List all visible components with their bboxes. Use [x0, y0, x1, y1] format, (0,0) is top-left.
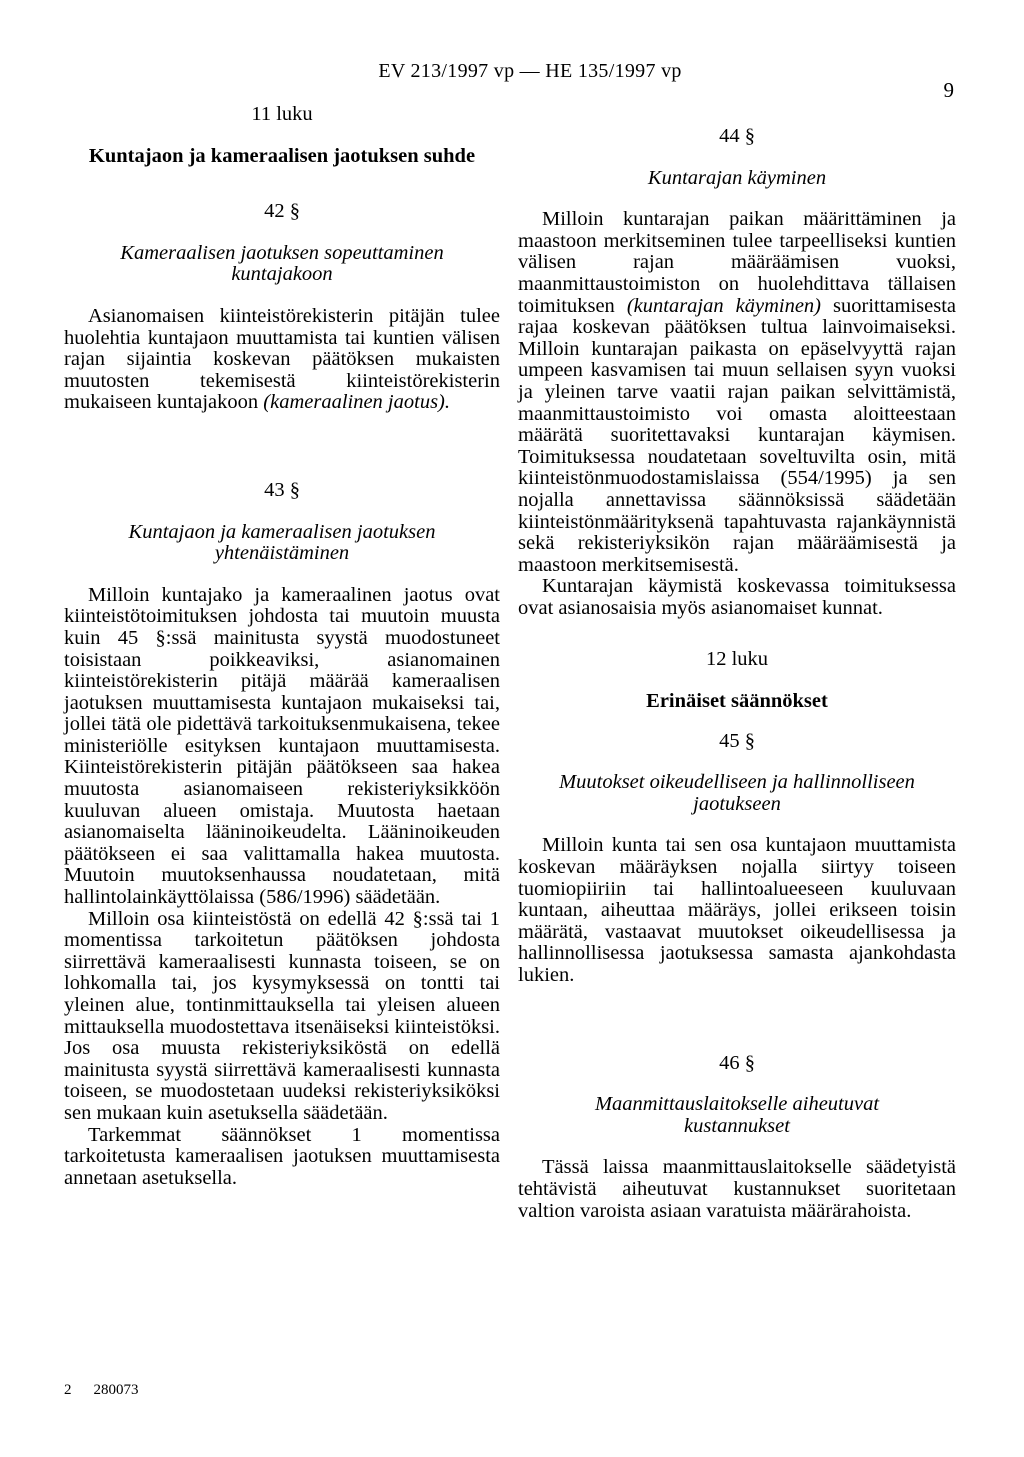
section-number-43: 43 § — [264, 478, 300, 501]
section-number-45: 45 § — [719, 729, 755, 752]
section-43-paragraph-2: Milloin osa kiinteistöstä on edellä 42 §:ssä tai 1 momentissa tarkoitetun päätöksen johdosta siirrettävä kameraalisesti kunnasta toiseen, se on lohkomalla tai, jos kysymyksessä on tontti tai yleinen alue, tontinmittauksella tai yleisen alueen mittauksella muodostettava itsenäiseksi kiinteistöksi. Jos osa muusta rekisteriyksiköstä on edellä mainitusta syystä siirrettävä kameraalisesti kunnasta toiseen, se muodostetaan uudeksi rekisteriyksiköksi sen mukaan kuin asetuksella säädetään. — [64, 907, 500, 1124]
section-title-46: Maanmittauslaitokselle aiheutuvat kustannukset — [594, 1093, 880, 1137]
section-number-44: 44 § — [719, 125, 755, 147]
document-reference: EV 213/1997 vp — HE 135/1997 vp — [378, 60, 682, 82]
section-number-42: 42 § — [264, 200, 300, 223]
chapter-number-12: 12 luku — [705, 648, 769, 671]
section-45-paragraph: Milloin kunta tai sen osa kuntajaon muuttamista koskevan määräyksen nojalla siirtyy toiseen tuomiopiiriin tai hallintoalueeseen kuuluvaan kuntaan, aiheuttaa määräys, jollei erikseen toisin määrätä, vastaavat muutokset oikeudellisessa ja hallinnollisessa jaotuksessa samasta ajankohdasta lukien. — [518, 834, 956, 986]
section-title-45: Muutokset oikeudelliseen ja hallinnolliseen jaotukseen — [559, 771, 915, 815]
section-46-paragraph: Tässä laissa maanmittauslaitokselle säädetyistä tehtävistä aiheutuvat kustannukset suoritetaan valtion varoista asiaan varatuista määrärahoista. — [518, 1156, 956, 1222]
section-44-paragraph-2: Kuntarajan käymistä koskevassa toimituksessa ovat asianosaisia myös asianomaiset kunnat. — [518, 575, 956, 619]
section-42-text: Asianomaisen kiinteistörekisterin pitäjän tulee huolehtia kuntajaon muuttamista tai kuntien välisen rajan sijaintia koskevan päätöksen mukaisten muutosten tekemisestä kiinteistörekisterin mukaiseen kuntajakoon — [64, 304, 500, 414]
page-number: 9 — [943, 78, 954, 102]
section-43-paragraph-1: Milloin kuntajako ja kameraalinen jaotus ovat kiinteistötoimituksen johdosta tai muutoin muusta kuin 45 §:ssä mainitusta syystä muodostuneet toisistaan poikkeaviksi, asianomainen kiinteistörekisterin pitäjä määrää kameraalisen jaotuksen muuttamisesta kuntajaon mukaiseksi tai, jollei tätä ole pidettävä tarkoituksenmukaisena, tekee ministeriölle esityksen kuntajaon muuttamisesta. Kiinteistörekisterin pitäjän päätökseen saa hakea muutosta asianomaiseen rekisteriyksikköön kuuluvan alueen omistaja. Muutosta haetaan asianomaiselta lääninoikeudelta. Lääninoikeuden päätökseen ei saa valittamalla hakea muutosta. Muutoin muutoksenhaussa noudatetaan, mitä hallintolainkäyttölaissa (586/1996) säädetään. — [64, 583, 500, 909]
section-44-text-b: suorittamisesta rajaa koskevan päätöksen tultua lainvoimaiseksi. Milloin kuntarajan paikasta on epäselvyyttä rajan umpeen kasvamisen tai muun sellaisen syyn vuoksi ja yleinen tarve vaatii rajan paikan selvittämistä, maanmittaustoimisto voi omasta aloitteestaan määrätä suoritettavaksi kuntarajan käymisen. Toimituksessa noudatetaan soveltuvilta osin, mitä kiinteistönmuodostamislaissa (554/1995) ja sen nojalla annettavissa säännöksissä säädetään kiinteistönmäärityksenä tapahtuvasta rajankäynnistä sekä rekisteriyksikön rajan määräämisestä ja maastoon merkitsemisestä. — [518, 294, 957, 576]
section-title-42: Kameraalisen jaotuksen sopeuttaminen kuntajakoon — [120, 241, 444, 286]
section-44-text-a: Milloin kuntarajan paikan määrittäminen ja maastoon merkitseminen tulee tarpeelliseksi kuntien välisen rajan määräämisen vuoksi, maanmittaustoimiston on huolehdittava tällaisen toimituksen — [518, 208, 956, 317]
chapter-number: 11 luku — [251, 103, 313, 125]
section-title-44: Kuntarajan käyminen — [647, 166, 827, 189]
chapter-title-12: Erinäiset säännökset — [646, 690, 828, 713]
page-header — [0, 60, 1024, 102]
right-column — [518, 104, 956, 1222]
print-code: 280073 — [93, 1382, 139, 1398]
section-number-46: 46 § — [719, 1051, 755, 1074]
section-42-paragraph — [64, 306, 500, 414]
section-42-italic-term: (kameraalinen jaotus). — [263, 391, 451, 414]
print-footer — [64, 1382, 139, 1399]
left-column — [64, 104, 500, 1189]
section-44-paragraph-1 — [518, 209, 956, 576]
section-43-paragraph-3: Tarkemmat säännökset 1 momentissa tarkoitetusta kameraalisen jaotuksen muuttamisesta annetaan asetuksella. — [64, 1123, 500, 1189]
sheet-number: 2 — [64, 1382, 72, 1398]
section-44-italic-term: (kuntarajan käyminen) — [626, 294, 822, 317]
section-title-43: Kuntajaon ja kameraalisen jaotuksen yhtenäistäminen — [128, 520, 436, 565]
chapter-title: Kuntajaon ja kameraalisen jaotuksen suhde — [88, 144, 476, 167]
